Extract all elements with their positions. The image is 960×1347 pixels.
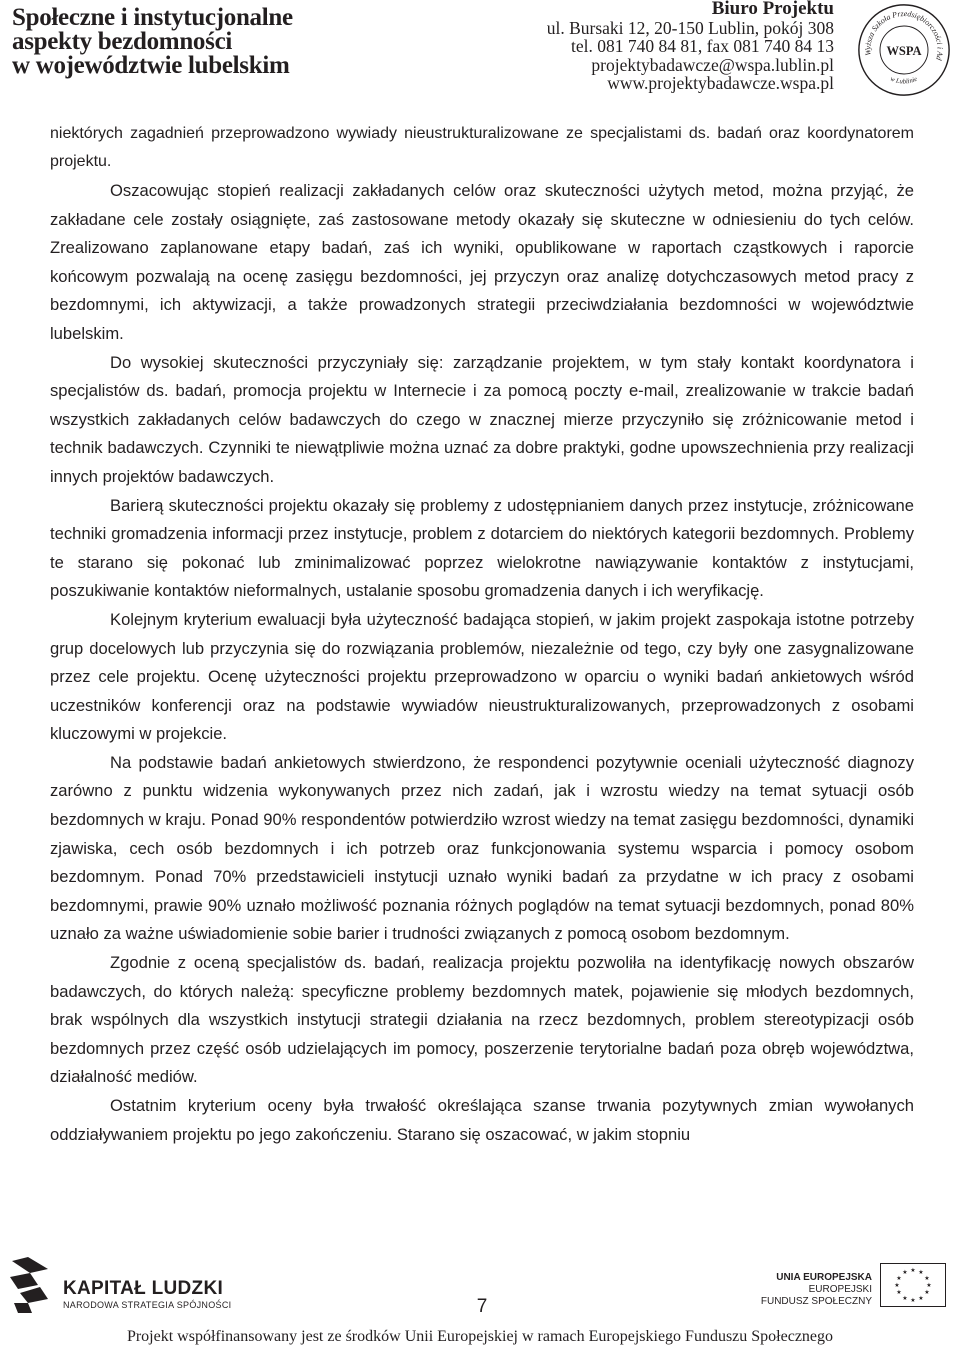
project-title-line: aspekty bezdomności (12, 28, 233, 55)
office-phone: tel. 081 740 84 81, fax 081 740 84 13 (571, 36, 834, 56)
project-title (12, 6, 293, 78)
wspa-seal-logo (856, 2, 952, 98)
kapital-ludzki-title: KAPITAŁ LUDZKI (63, 1278, 224, 1299)
svg-text:★: ★ (910, 1297, 916, 1304)
kapital-ludzki-subtitle: NARODOWA STRATEGIA SPÓJNOŚCI (63, 1300, 232, 1310)
svg-text:★: ★ (910, 1267, 916, 1274)
svg-text:★: ★ (896, 1289, 902, 1296)
page-footer (0, 1245, 960, 1347)
paragraph: Na podstawie badań ankietowych stwierdzono, że respondenci pozytywnie oceniali użyteczność diagnozy zarówno z punktu widzenia wykonywanych przez nich zadań, jak i wzrostu wiedzy na temat sytuacji osób bezdomnych w kraju. Ponad 90% respondentów potwierdziło wzrost wiedzy na temat zasięgu bezdomności, dynamiki zjawiska, cech osób bezdomnych i ich potrzeb oraz funkcjonowania systemu wsparcia i pomocy osobom bezdomnym. Ponad 70% przedstawicieli instytucji uznało wyniki badań za przydatne w ich pracy z osobami bezdomnymi, prawie 90% uznało możliwość poznania różnych poglądów na temat sytuacji bezdomnych, ponad 80% uznało za ważne uświadomienie sobie barier i trudności związanych z pomocą osobom bezdomnym. (50, 752, 914, 944)
eu-union-label: UNIA EUROPEJSKA (776, 1272, 872, 1283)
page-number: 7 (476, 1296, 488, 1317)
svg-text:★: ★ (896, 1275, 902, 1282)
eu-fund-label-1: EUROPEJSKI (808, 1284, 872, 1295)
svg-text:★: ★ (902, 1295, 908, 1302)
project-title-line: Społeczne i instytucjonalne (12, 4, 293, 31)
office-email: projektybadawcze@wspa.lublin.pl (591, 54, 834, 75)
paragraph: niektórych zagadnień przeprowadzono wywiady nieustrukturalizowane ze specjalistami ds. badań oraz koordynatorem projektu. (50, 125, 914, 170)
svg-text:★: ★ (926, 1282, 932, 1289)
svg-text:★: ★ (894, 1282, 900, 1289)
svg-text:★: ★ (918, 1295, 924, 1302)
svg-text:★: ★ (924, 1275, 930, 1282)
eu-fund-text (761, 1271, 872, 1308)
eu-flag-icon (880, 1263, 946, 1307)
paragraph: Kolejnym kryterium ewaluacji była użyteczność badająca stopień, w jakim projekt zaspokaja istotne potrzeby grup docelowych lub przyczynia się do rozwiązania problemów, niezależnie od tego, czy były one zasygnalizowane przez cele projektu. Ocenę użyteczności projektu przeprowadzono w oparciu o wyniki badań ankietowych wśród uczestników konferencji oraz na podstawie wywiadów nieustrukturalizowanych, przeprowadzonych z osobami kluczowymi w projekcie. (50, 609, 914, 744)
document-body (50, 120, 914, 1149)
project-office-contact (547, 0, 834, 93)
cofinancing-statement: Projekt współfinansowany jest ze środków Unii Europejskiej w ramach Europejskiego Funduszu Społecznego (126, 1328, 834, 1345)
paragraph: Do wysokiej skuteczności przyczyniały się: zarządzanie projektem, w tym stały kontakt koordynatora i specjalistów ds. badań, promocja projektu w Internecie i za pomocą poczty e-mail, zrealizowanie w trakcie badań wszystkich zakładanych celów badawczych do czego w znacznej mierze przyczyniło się zróżnicowanie metod i technik badawczych. Czynniki te niewątpliwie można uznać za dobre praktyki, godne upowszechnienia przy realizacji innych projektów badawczych. (50, 352, 914, 486)
paragraph: Barierą skuteczności projektu okazały się problemy z udostępnianiem danych przez instytucje, zróżnicowane techniki gromadzenia informacji przez instytucje, problem z dotarciem do niektórych kategorii bezdomnych. Problemy te starano się pokonać lub zminimalizować poprzez wielokrotne nawiązywanie kontaktów z instytucjami, poszukiwanie kontaktów nieformalnych, ustalanie sposobu gromadzenia danych i ich weryfikację. (50, 495, 914, 601)
svg-text:★: ★ (918, 1269, 924, 1276)
svg-text:★: ★ (902, 1269, 908, 1276)
seal-arc-text: Wyższa Szkoła Przedsiębiorczości i Ad (863, 9, 945, 62)
seal-bottom-text: w Lublinie (889, 75, 919, 86)
paragraph: Ostatnim kryterium oceny była trwałość określająca szanse trwania pozytywnych zmian wywołanych oddziaływaniem projektu po jego zakończeniu. Starano się oszacować, w jakim stopniu (50, 1096, 914, 1144)
project-title-line: w województwie lubelskim (12, 52, 290, 79)
page-header (0, 0, 960, 100)
office-title: Biuro Projektu (711, 0, 834, 19)
svg-text:w Lublinie (889, 76, 918, 86)
eu-fund-label-2: FUNDUSZ SPOŁECZNY (760, 1296, 872, 1307)
kapital-ludzki-text (63, 1279, 231, 1311)
paragraph: Zgodnie z oceną specjalistów ds. badań, realizacja projektu pozwoliła na identyfikację nowych obszarów badawczych, do których należą: specyficzne problemy bezdomnych matek, pojawienie się młodych bezdomnych, brak wspólnych dla wszystkich instytucji strategii działania na rzecz bezdomnych, problem stereotypizacji osób bezdomnych przez część osób udzielających im pomocy, poszerzenie terytorialne badań poza obręb województwa, działalność mediów. (50, 953, 914, 1087)
paragraph: Oszacowując stopień realizacji zakładanych celów oraz skuteczności użytych metod, można przyjąć, że zakładane cele zostały osiągnięte, zaś zastosowane metody okazały się skuteczne w odniesieniu do tych celów. Zrealizowano zaplanowane etapy badań, zaś ich wyniki, opublikowane w raportach cząstkowych i raporcie końcowym pozwalają na ocenę zasięgu bezdomności, jej przyczyn oraz analizę dotychczasowych metod pracy z bezdomnymi, ich aktywizacji, a także prowadzonych strategii przeciwdziałania bezdomności w województwie lubelskim. (50, 181, 914, 343)
office-website: www.projektybadawcze.wspa.pl (607, 73, 834, 93)
office-address: ul. Bursaki 12, 20-150 Lublin, pokój 308 (546, 17, 834, 38)
kapital-ludzki-logo-icon (8, 1255, 52, 1315)
svg-text:★: ★ (924, 1289, 930, 1296)
seal-center-text: WSPA (886, 43, 922, 58)
